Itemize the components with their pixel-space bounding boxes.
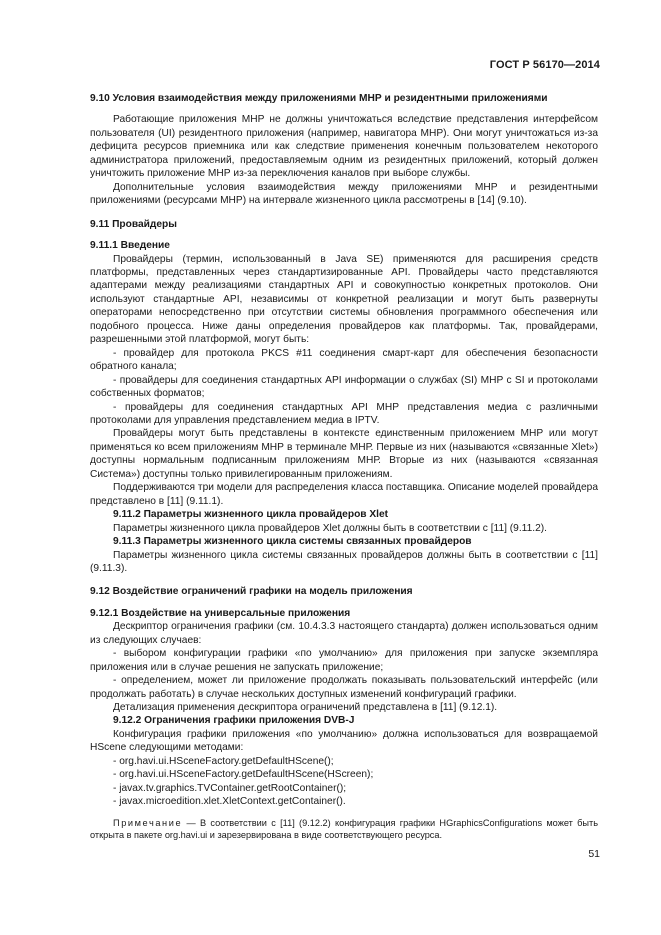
subsection-heading-9-11-1: 9.11.1 Введение	[90, 240, 170, 252]
note	[90, 817, 598, 842]
subsection-heading-9-12-2: 9.12.2 Ограничения графики приложения DVB-J	[113, 715, 355, 727]
page-number: 51	[588, 848, 600, 860]
paragraph: Дополнительные условия взаимодействия между приложениями МНР и резидентными приложениями (ресурсами МНР) на интервале жизненного цикла рассмотрены в [14] (9.10).	[90, 181, 598, 207]
note-text: — В соответствии с [11] (9.12.2) конфигурация графики HGraphicsConfigurations может быть открыта в пакете org.havi.ui и зарезервирована в виде соответствующего ресурса.	[90, 817, 598, 841]
paragraph: Параметры жизненного цикла провайдеров Xlet должны быть в соответствии с [11] (9.11.2).	[113, 522, 547, 534]
paragraph: Провайдеры (термин, использованный в Java SE) применяются для расширения средств платформы, представленных через стандартизированные API. Провайдеры часто представляются адаптерами между реализациями стандартных API и совокупностью конкретных протоколов. Они используют стандартные API, независимы от конкретной реализации и могут быть развернуты операторами непосредственно при отсутствии системы обновления программного обеспечения или подобного процесса. Ниже даны определения провайдеров как платформы. Так, провайдерами, разрешенными этой платформой, могут быть:	[90, 253, 598, 346]
list-item: - провайдеры для соединения стандартных API информации о службах (SI) МНР с SI и протоколами собственных форматов;	[90, 374, 598, 400]
standard-header: ГОСТ Р 56170—2014	[489, 59, 600, 71]
list-item: - провайдер для протокола PKCS #11 соединения смарт-карт для обеспечения безопасности обратного канала;	[90, 347, 598, 373]
method-item: - org.havi.ui.HSceneFactory.getDefaultHScene();	[113, 755, 334, 767]
section-heading-9-12: 9.12 Воздействие ограничений графики на модель приложения	[90, 586, 413, 598]
list-item: - определением, может ли приложение продолжать показывать пользовательский интерфейс (или продолжать работать) в случае нескольких доступных изменений конфигураций графики.	[90, 675, 598, 700]
section-heading-9-10: 9.10 Условия взаимодействия между приложениями МНР и резидентными приложениями	[90, 93, 548, 104]
paragraph: Поддерживаются три модели для распределения класса поставщика. Описание моделей провайдера представлено в [11] (9.11.1).	[90, 482, 598, 507]
section-heading-9-11: 9.11 Провайдеры	[90, 218, 177, 230]
paragraph: Провайдеры могут быть представлены в контексте единственным приложением МНР или могут применяться ко всем приложениям МНР в терминале МНР. Первые из них (называются «связанные Xlet») доступны нормальным подписанным приложениям МНР. Вторые из них (называются «связанная Система») доступны только привилегированным приложениям.	[90, 428, 598, 480]
method-item: - javax.tv.graphics.TVContainer.getRootContainer();	[113, 782, 347, 794]
note-label: Примечание	[113, 817, 183, 828]
method-item: - javax.microedition.xlet.XletContext.getContainer().	[113, 796, 346, 808]
paragraph: Работающие приложения МНР не должны уничтожаться вследствие представления интерфейсом пользователя (UI) резидентного приложения (например, навигатора МНР). Они могут уничтожаться из-за дефицита ресурсов приемника или как следствие применения конечным пользователем некоторого администратора приложений, предоставляемым одним из резидентных приложений, который должен уничтожить приложение МНР из-за переключения каналов при выборе службы.	[90, 114, 598, 180]
paragraph: Дескриптор ограничения графики (см. 10.4.3.3 настоящего стандарта) должен использоваться одним из следующих случаев:	[90, 621, 598, 646]
subsection-heading-9-11-3: 9.11.3 Параметры жизненного цикла системы связанных провайдеров	[113, 536, 472, 548]
paragraph: Конфигурация графики приложения «по умолчанию» должна использоваться для возвращаемой HScene следующими методами:	[90, 728, 598, 754]
subsection-heading-9-12-1: 9.12.1 Воздействие на универсальные приложения	[90, 607, 351, 619]
list-item: - провайдеры для соединения стандартных API МНР представления медиа с различными протоколами для управления представлением медиа в IPTV.	[90, 401, 598, 426]
subsection-heading-9-11-2: 9.11.2 Параметры жизненного цикла провайдеров Xlet	[113, 509, 389, 521]
paragraph: Детализация применения дескриптора ограничений представлена в [11] (9.12.1).	[113, 702, 498, 714]
list-item: - выбором конфигурации графики «по умолчанию» для приложения при запуске экземпляра приложения или в случае решения не запускать приложение;	[90, 648, 598, 673]
paragraph: Параметры жизненного цикла системы связанных провайдеров должны быть в соответствии с [11] (9.11.3).	[90, 549, 598, 574]
method-item: - org.havi.ui.HSceneFactory.getDefaultHScene(HScreen);	[113, 769, 374, 781]
document-body	[90, 92, 598, 842]
